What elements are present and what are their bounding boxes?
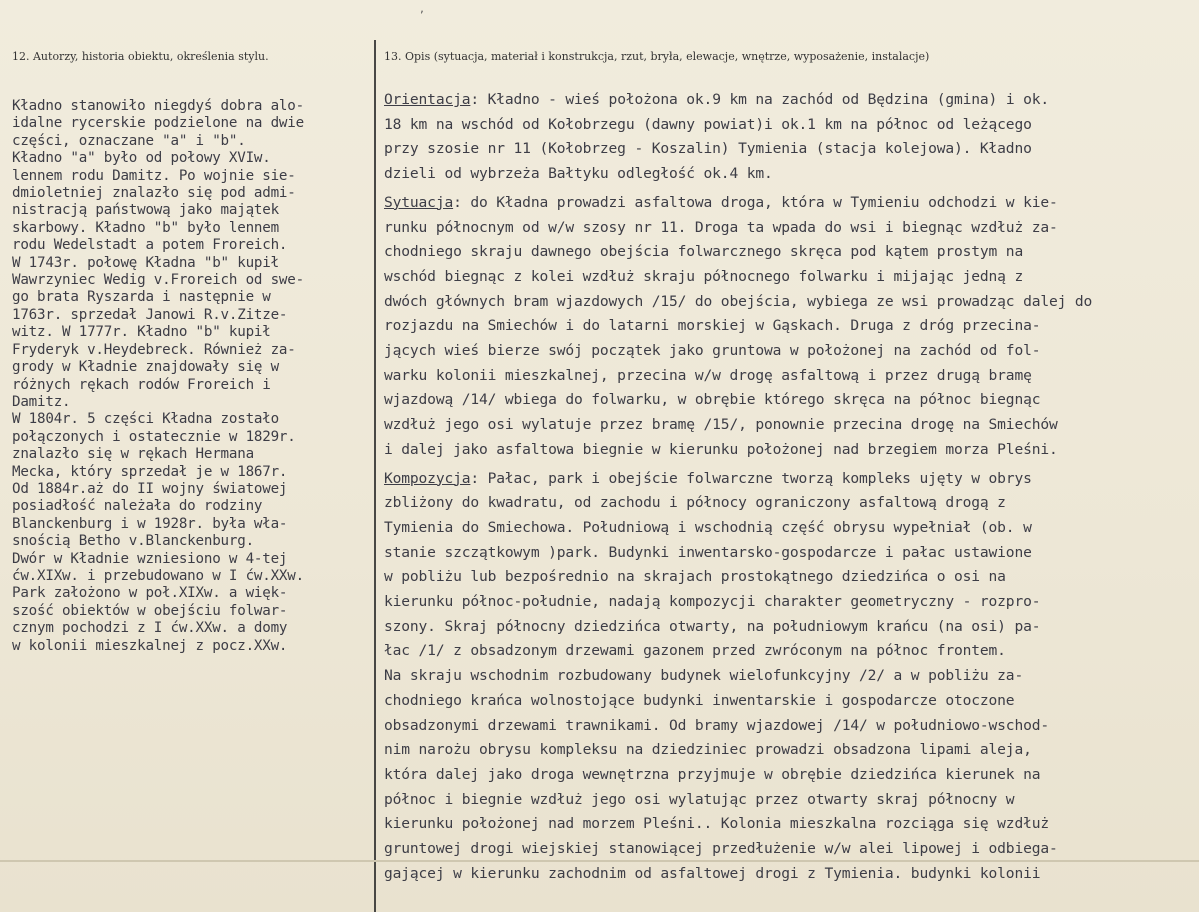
- section-body: : Kładno - wieś położona ok.9 km na zachód od Będzina (gmina) i ok. 18 km na wschód od Kołobrzegu (dawny powiat)i ok.1 km na północ od leżącego przy szosie nr 11 (Kołobrzeg - Koszalin) Tymienia (stacja kolejowa). Kładno dzieli od wybrzeża Bałtyku odległość ok.4 km.: [384, 91, 1049, 183]
- right-column-header: 13. Opis (sytuacja, materiał i konstrukcja, rzut, bryła, elewacje, wnętrze, wyposażenie, instalacje): [384, 50, 930, 63]
- section-label: Sytuacja: [384, 193, 454, 211]
- section-label: Kompozycja: [384, 469, 471, 487]
- section-orientacja: [384, 88, 1194, 187]
- history-text: Kładno stanowiło niegdyś dobra alo- idalne rycerskie podzielone na dwie części, oznaczane "a" i "b". Kładno "a" było od połowy XVIw. lennem rodu Damitz. Po wojnie sie- dmioletniej znalazło się pod admi- nistracją państwową jako majątek skarbowy. Kładno "b" było lennem rodu Wedelstadt a potem Froreich. W 1743r. połowę Kładna "b" kupił Wawrzyniec Wedig v.Froreich od swe- go brata Ryszarda i następnie w 1763r. sprzedał Janowi R.v.Zitze- witz. W 1777r. Kładno "b" kupił Fryderyk v.Heydebreck. Również za- grody w Kładnie znajdowały się w różnych rękach rodów Froreich i Damitz. W 1804r. 5 części Kładna zostało połączonych i ostatecznie w 1829r. znalazło się w rękach Hermana Mecka, który sprzedał je w 1867r. Od 1884r.aż do II wojny światowej posiadłość należała do rodziny Blanckenburg i w 1928r. była wła- snością Betho v.Blanckenburg. Dwór w Kładnie wzniesiono w 4-tej ćw.XIXw. i przebudowano w I ćw.XXw. Park założono w poł.XIXw. a więk- szość obiektów w obejściu folwar- cznym pochodzi z I ćw.XXw. a domy w kolonii mieszkalnej z pocz.XXw.: [12, 98, 304, 654]
- left-column-header: 12. Autorzy, historia obiektu, określenia stylu.: [12, 50, 269, 63]
- section-body: : do Kładna prowadzi asfaltowa droga, która w Tymieniu odchodzi w kie- runku północnym od w/w szosy nr 11. Droga ta wpada do wsi i biegnąc wzdłuż za- chodniego skraju dawnego obejścia folwarcznego skręca pod kątem prostym na wschód biegnąc z kolei wzdłuż skraju północnego folwarku i mijając jedną z dwóch głównych bram wjazdowych /15/ do obejścia, wybiega ze wsi prowadząc dalej do rozjazdu na Smiechów i do latarni morskiej w Gąskach. Druga z dróg przecina- jących wieś bierze swój początek jako gruntowa w położonej na zachód od fol- warku kolonii mieszkalnej, przecina w/w drogę asfaltową i przez drugą bramę wjazdową /14/ wbiega do folwarku, w obrębie którego skręca na północ biegnąc wzdłuż jego osi wylatuje przez bramę /15/, ponownie przecina drogę na Smiechów i dalej jako asfaltowa biegnie w kierunku położonej nad brzegiem morza Pleśni.: [384, 193, 1093, 458]
- section-kompozycja: [384, 467, 1194, 887]
- description-text: [384, 88, 1194, 887]
- column-divider: [374, 40, 376, 912]
- section-label: Orientacja: [384, 91, 471, 108]
- page-mark: ,: [419, 4, 426, 15]
- section-sytuacja: [384, 191, 1194, 463]
- section-body: : Pałac, park i obejście folwarczne tworzą kompleks ujęty w obrys zbliżony do kwadratu, od zachodu i północy ograniczony asfaltową drogą z Tymienia do Smiechowa. Południową i wschodnią część obrysu wypełniał (ob. w stanie szczątkowym )park. Budynki inwentarsko-gospodarcze i pałac ustawione w pobliżu lub bezpośrednio na skrajach prostokątnego dziedzińca o osi na kierunku północ-południe, nadają kompozycji charakter geometryczny - rozpro- szony. Skraj północny dziedzińca otwarty, na południowym krańcu (na osi) pa- łac /1/ z obsadzonym drzewami gazonem przed zwróconym na północ frontem. Na skraju wschodnim rozbudowany budynek wielofunkcyjny /2/ a w pobliżu za- chodniego krańca wolnostojące budynki inwentarskie i gospodarcze otoczone obsadzonymi drzewami trawnikami. Od bramy wjazdowej /14/ w południowo-wschod- nim narożu obrysu kompleksu na dziedziniec prowadzi obsadzona lipami aleja, która dalej jako droga wewnętrzna przyjmuje w obrębie dziedzińca kierunek na północ i biegnie wzdłuż jego osi wylatując przez otwarty skraj północny w kierunku położonej nad morzem Pleśni.. Kolonia mieszkalna rozciąga się wzdłuż gruntowej drogi wiejskiej stanowiącej przedłużenie w/w alei lipowej i odbiega- gającej w kierunku zachodnim od asfaltowej drogi z Tymienia. budynki kolonii: [384, 469, 1058, 882]
